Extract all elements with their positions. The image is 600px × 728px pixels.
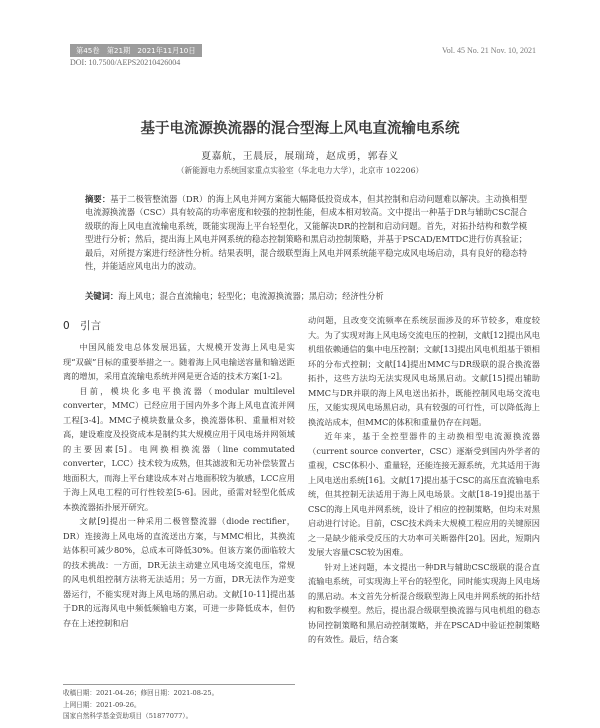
left-column bbox=[63, 340, 295, 630]
footnote-divider bbox=[63, 684, 295, 685]
keywords-label: 关键词： bbox=[85, 291, 119, 301]
paragraph: 文献[9]提出一种采用二极管整流器（diode rectifier，DR）连接海上风电场的直流送出方案，与MMC相比，其换流站体积可减少80%，总成本可降低30%。但该方案仍面临较大的技术挑战：一方面，DR无法主动建立风电场交流电压，常规的风电机组控制方法将无法适用；另一方面，DR无法作为逆变器运行，不能实现对海上风电场的黑启动。文献[10-11]提出基于DR的远海风电中频低频输电方案，可进一步降低成本，但仍存在上述控制和启 bbox=[63, 516, 295, 628]
paragraph: 近年来，基于全控型器件的主动换相型电流源换流器（current source converter，CSC）逐渐受到国内外学者的重视，CSC体积小、重量轻，还能连接无源系统，尤其适用于海上风电送出系统[16]。文献[17]提出基于CSC的高压直流输电系统，但其控制无法适用于海上风电场景。文献[18-19]提出基于CSC的海上风电并网系统，设计了相应的控制策略，但均未对黑启动进行讨论。目前，CSC技术尚未大规模工程应用的关键原因之一是缺少能承受反压的大功率可关断器件[20]。因此，短期内发展大容量CSC较为困难。 bbox=[308, 431, 540, 557]
doi[interactable]: DOI: 10.7500/AEPS20210426004 bbox=[70, 58, 181, 67]
right-column bbox=[308, 313, 540, 647]
journal-volume-info: Vol. 45 No. 21 Nov. 10, 2021 bbox=[441, 46, 536, 55]
abstract bbox=[85, 193, 527, 273]
section-heading-introduction: 0 引言 bbox=[63, 320, 102, 332]
paper-title: 基于电流源换流器的混合型海上风电直流输电系统 bbox=[140, 121, 460, 137]
authors: 夏嘉航，王晨辰，展瑞琦，赵成勇，郭春义 bbox=[201, 151, 399, 162]
journal-issue-badge: 第45卷 第21期 2021年11月10日 bbox=[70, 44, 202, 57]
paragraph: 中国风能发电总体发展迅猛，大规模开发海上风电是实现“双碳”目标的重要举措之一。随着海上风电输送容量和输送距离的增加，采用直流输电系统并网是更合适的技术方案[1-2]。 bbox=[63, 342, 295, 381]
affiliation: （新能源电力系统国家重点实验室（华北电力大学），北京市 102206） bbox=[176, 166, 424, 175]
paragraph: 目前，模块化多电平换流器（modular multilevel converter，MMC）已经应用于国内外多个海上风电直流并网工程[3-4]。MMC子模块数量众多，换流器体积、重量相对较高，建设难度及投资成本是制约其大规模应用于风电场并网领域的主要因素[5]。电网换相换流器（line commutated converter，LCC）技术较为成熟，但其滤波和无功补偿装置占地面积大，而海上平台建设成本对占地面积较为敏感，LCC应用于海上风电工程的可行性较差[5-6]。因此，亟需对轻型化低成本换流器拓扑展开研究。 bbox=[63, 385, 295, 512]
abstract-label: 摘要： bbox=[85, 194, 111, 204]
paragraph: 针对上述问题，本文提出一种DR与辅助CSC级联的混合直流输电系统，可实现海上平台的轻型化，同时能实现海上风电场的黑启动。本文首先分析混合级联型海上风电并网系统的拓扑结构和数学模型。然后，提出混合级联型换流器与风电机组的稳态协同控制策略和黑启动控制策略，并在PSCAD中验证控制策略的有效性。最后，结合案 bbox=[308, 561, 540, 644]
paragraph: 动问题，且改变交流频率在系统层面涉及的环节较多，难度较大。为了实现对海上风电场交流电压的控制，文献[12]提出风电机组依赖通信的集中电压控制；文献[13]提出风电机组基于锁相环的分布式控制；文献[14]提出MMC与DR级联的混合换流器拓扑，这些方法均无法实现风电场黑启动。文献[15]提出辅助MMC与DR并联的海上风电送出拓扑，既能控制风电场交流电压，又能实现风电场黑启动，具有较强的可行性，可以降低海上换流站成本，但MMC的体积和重量仍存在问题。 bbox=[308, 315, 540, 427]
keywords-text: 海上风电；混合直流输电；轻型化；电流源换流器；黑启动；经济性分析 bbox=[118, 291, 384, 301]
footnote-received: 收稿日期：2021-04-26；修回日期：2021-08-25。 bbox=[63, 689, 219, 697]
footnotes bbox=[63, 688, 295, 723]
abstract-text: 基于二极管整流器（DR）的海上风电并网方案能大幅降低投资成本，但其控制和启动问题难以解决。主动换相型电流源换流器（CSC）具有较高的功率密度和较强的控制性能，但成本相对较高。文中提出一种基于DR与辅助CSC混合级联的海上风电直流输电系统，既能实现海上平台轻型化，又能解决DR的控制和启动问题。首先，对拓扑结构和数学模型进行分析；然后，提出海上风电并网系统的稳态控制策略和黑启动控制策略，并基于PSCAD/EMTDC进行仿真验证；最后，对所提方案进行经济性分析。结果表明，混合级联型海上风电并网系统能平稳完成风电场启动，具有良好的稳态特性，并能适应风电出力的波动。 bbox=[85, 194, 527, 272]
keywords bbox=[85, 290, 527, 303]
footnote-online: 上网日期：2021-09-26。 bbox=[63, 700, 141, 709]
footnote-funding: 国家自然科学基金资助项目（51877077）。 bbox=[63, 712, 193, 720]
